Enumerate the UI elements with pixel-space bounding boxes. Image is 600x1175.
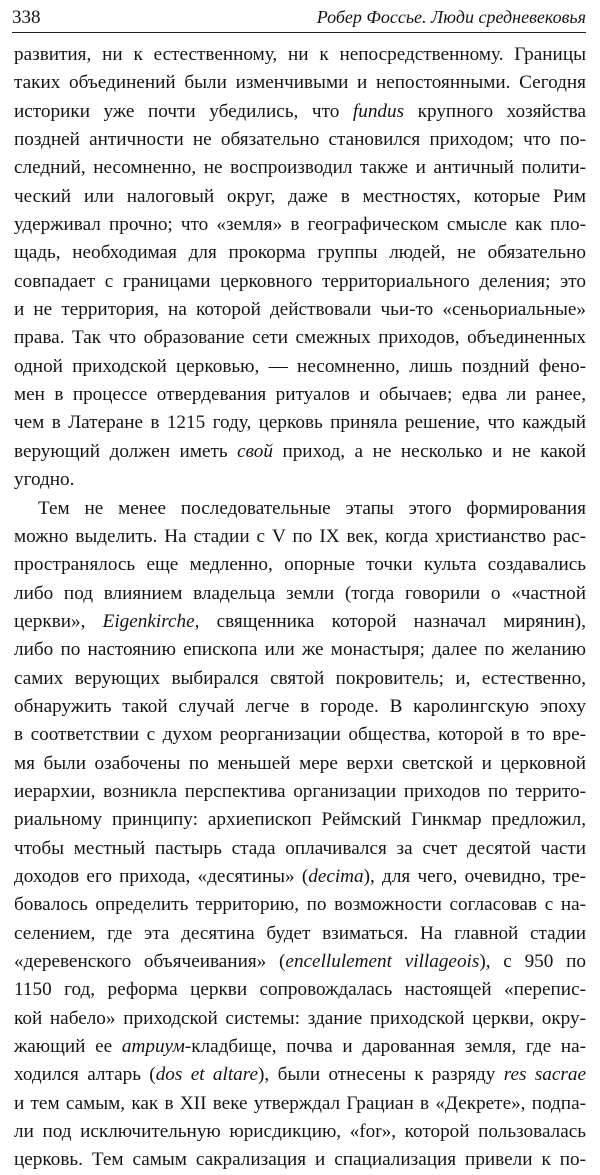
text-line: [14, 126, 586, 154]
text-line: [14, 665, 586, 693]
text-segment: ходился алтарь (: [14, 1064, 156, 1086]
text-segment: ), были отнесены к разряду: [258, 1064, 504, 1086]
italic-term: encellulement villageois: [285, 951, 480, 972]
text-line: [14, 239, 586, 267]
text-line: [14, 438, 586, 466]
text-segment: 1150 год, реформа церкви сопровождалась настоящей «перепис-: [14, 979, 586, 1001]
text-segment: щадь, необходимая для прокорма группы людей, не обязательно: [14, 242, 586, 264]
text-line: [14, 466, 586, 494]
text-line: [14, 863, 586, 891]
text-line: [14, 1033, 586, 1061]
text-line: [14, 523, 586, 551]
text-line: [14, 580, 586, 608]
running-title: Робер Фоссье. Люди средневековья: [316, 7, 586, 27]
text-segment: и тем самым, как в XII веке утверждал Грациан в «Декрете», подпа-: [14, 1092, 586, 1114]
text-line: [14, 976, 586, 1004]
text-segment: права. Так что образование сети смежных приходов, объединенных: [14, 327, 586, 349]
text-segment: риальному принципу: архиепископ Реймский Гинкмар предложил,: [14, 809, 586, 831]
text-segment: мя были озабочены по меньшей мере верхи светской и церковной: [14, 752, 586, 774]
text-line: [14, 835, 586, 863]
text-segment: в соответствии с духом реорганизации общества, которой в то вре-: [14, 724, 586, 746]
text-segment: «деревенского объячеивания» (: [14, 951, 286, 972]
text-line: [14, 154, 586, 182]
text-line: [14, 211, 586, 239]
text-line: [14, 750, 586, 778]
text-line: [14, 183, 586, 211]
text-segment: следний, несомненно, не воспроизводил также и античный полити-: [14, 157, 586, 179]
text-line: [14, 806, 586, 834]
text-segment: ), с 950 по: [479, 951, 586, 972]
text-line: [14, 636, 586, 664]
text-segment: ), для чего, очевидно, тре-: [363, 865, 586, 887]
text-segment: удерживал прочно; что «земля» в географическом смысле как пло-: [14, 214, 586, 236]
paragraph-1: [14, 41, 586, 495]
text-line: [14, 409, 586, 437]
text-segment: верующий должен иметь: [14, 440, 238, 462]
text-segment: историки уже почти убедились, что: [14, 100, 353, 122]
italic-term: dos et altare: [155, 1064, 259, 1086]
text-segment: ли под исключительную юрисдикцию, «for», которой пользовалась: [14, 1121, 586, 1143]
text-segment: приход, а не несколько и не какой: [272, 440, 586, 462]
text-line: [14, 551, 586, 579]
text-line: [14, 268, 586, 296]
text-line: [14, 1061, 586, 1089]
text-line: [14, 1118, 586, 1146]
body-text: [14, 41, 586, 1175]
text-segment: доходов его прихода, «десятины» (: [14, 865, 309, 887]
italic-term: атриум: [121, 1036, 185, 1058]
text-segment: крупного хозяйства: [404, 100, 586, 122]
text-segment: бовалось определить территорию, по возможности согласовав с на-: [14, 894, 586, 916]
text-segment: пространялось еще медленно, опорные точки культа создавались: [14, 554, 586, 576]
text-line: [14, 381, 586, 409]
text-segment: развития, ни к естественному, ни к непосредственному. Границы: [14, 44, 586, 65]
text-line: [14, 1146, 586, 1174]
text-segment: совпадает с границами церковного территориального деления; это: [14, 270, 586, 292]
text-segment: чем в Латеране в 1215 году, церковь приняла решение, что каждый: [14, 412, 586, 434]
text-segment: , священника которой назначал мирянин),: [194, 610, 586, 632]
text-segment: и не территория, на которой действовали чьи-то «сеньориальные»: [14, 299, 586, 321]
italic-term: decima: [308, 865, 364, 887]
text-segment: Тем не менее последовательные этапы этого формирования: [38, 497, 586, 519]
text-segment: поздней античности не обязательно становился приходом; что по-: [14, 129, 586, 151]
text-segment: можно выделить. На стадии с V по IX век, когда христианство рас-: [14, 525, 586, 547]
text-segment: -кладбище, почва и дарованная земля, где на-: [184, 1036, 586, 1058]
text-segment: церкви»,: [14, 610, 103, 632]
text-line: [14, 324, 586, 352]
text-line: [14, 608, 586, 636]
text-segment: либо по настоянию епископа или же монастыря; далее по желанию: [14, 639, 586, 661]
page-number: 338: [12, 7, 41, 28]
text-segment: одной приходской церковью, — несомненно, лишь поздний фено-: [14, 355, 586, 377]
text-line: [14, 98, 586, 126]
text-segment: угодно.: [14, 469, 75, 491]
text-segment: обнаружить такой случай легче в городе. В каролингскую эпоху: [14, 695, 586, 717]
text-line: [14, 1090, 586, 1118]
page-header: [12, 6, 586, 33]
text-segment: кой набело» приходской системы: здание приходской церкви, окру-: [14, 1007, 586, 1029]
text-line: [14, 920, 586, 948]
text-line: [14, 296, 586, 324]
text-segment: ческий или налоговый округ, даже в местностях, которые Рим: [14, 185, 586, 207]
paragraph-2: [14, 495, 586, 1175]
text-segment: либо под влиянием владельца земли (тогда говорили о «частной: [14, 582, 586, 604]
text-line: [14, 891, 586, 919]
text-segment: жающий ее: [14, 1036, 122, 1058]
text-line: [14, 69, 586, 97]
italic-term: fundus: [352, 100, 405, 122]
italic-term: свой: [237, 440, 273, 462]
text-line: [14, 41, 586, 69]
text-segment: иерархии, возникла перспектива организации приходов по террито-: [14, 780, 586, 802]
italic-term: Eigenkirche: [102, 610, 195, 632]
text-line: [14, 948, 586, 976]
text-segment: таких объединений были изменчивыми и непостоянными. Сегодня: [14, 72, 586, 94]
text-segment: самих верующих выбирался святой покровитель; и, естественно,: [14, 667, 586, 689]
text-line: [14, 721, 586, 749]
text-line: [14, 693, 586, 721]
text-line: [14, 778, 586, 806]
text-segment: чтобы местный пастырь стада оплачивался за счет десятой части: [14, 837, 586, 859]
italic-term: res sacrae: [503, 1064, 586, 1086]
text-segment: селением, где эта десятина будет взиматься. На главной стадии: [14, 922, 586, 944]
text-segment: мен в процессе отвердевания ритуалов и обычаев; едва ли ранее,: [14, 384, 586, 406]
text-line: [14, 353, 586, 381]
text-line: [14, 495, 586, 523]
text-segment: церковь. Тем самым сакрализация и спациализация привели к по-: [14, 1149, 586, 1171]
text-line: [14, 1005, 586, 1033]
